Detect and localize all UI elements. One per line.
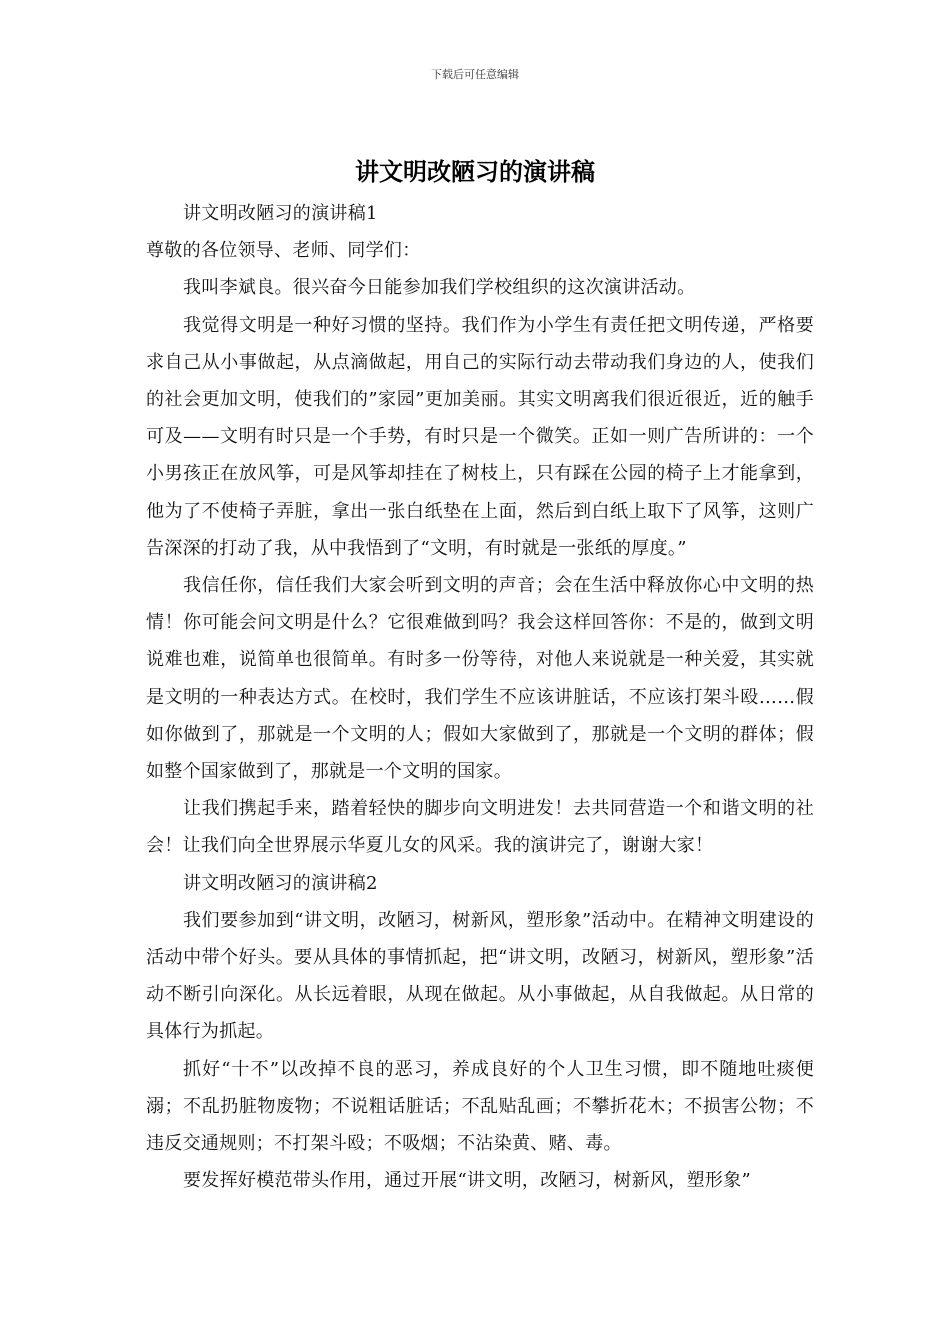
paragraph: 要发挥好模范带头作用，通过开展“讲文明，改陋习，树新风，塑形象”: [183, 1170, 752, 1192]
paragraph: 我叫李斌良。很兴奋今日能参加我们学校组织的这次演讲活动。: [183, 277, 696, 299]
document-title: 讲文明改陋习的演讲稿: [355, 157, 595, 186]
header-note: 下载后可任意编辑: [431, 68, 519, 81]
paragraph: 我觉得文明是一种好习惯的坚持。我们作为小学生有责任把文明传递，严格要求自己从小事做起，从点滴做起，用自己的实际行动去带动我们身边的人，使我们的社会更加文明，使我们的”家园”更加美丽。其实文明离我们很近很近，近的触手可及——文明有时只是一个手势，有时只是一个微笑。正如一则广告所讲的：一个小男孩正在放风筝，可是风筝却挂在了树枝上，只有踩在公园的椅子上才能拿到，他为了不使椅子弄脏，拿出一张白纸垫在上面，然后到白纸上取下了风筝，这则广告深深的打动了我，从中我悟到了“文明，有时就是一张纸的厚度。”: [146, 314, 814, 559]
paragraph: 抓好“十不”以改掉不良的恶习，养成良好的个人卫生习惯，即不随地吐痰便溺；不乱扔脏物废物；不说粗话脏话；不乱贴乱画；不攀折花木；不损害公物；不违反交通规则；不打架斗殴；不吸烟；不沾染黄、赌、毒。: [146, 1058, 814, 1155]
salutation: 尊敬的各位领导、老师、同学们：: [146, 240, 421, 262]
document-body: [146, 195, 814, 1199]
paragraph: 我信任你，信任我们大家会听到文明的声音；会在生活中释放你心中文明的热情！你可能会问文明是什么？它很难做到吗？我会这样回答你：不是的，做到文明说难也难，说简单也很简单。有时多一份等待，对他人来说就是一种关爱，其实就是文明的一种表达方式。在校时，我们学生不应该讲脏话，不应该打架斗殴……假如你做到了，那就是一个文明的人；假如大家做到了，那就是一个文明的群体；假如整个国家做到了，那就是一个文明的国家。: [146, 575, 814, 783]
paragraph: 我们要参加到“讲文明，改陋习，树新风，塑形象”活动中。在精神文明建设的活动中带个好头。要从具体的事情抓起，把“讲文明，改陋习，树新风，塑形象”活动不断引向深化。从长远着眼，从现在做起。从小事做起，从自我做起。从日常的具体行为抓起。: [146, 909, 814, 1043]
paragraph: 让我们携起手来，踏着轻快的脚步向文明进发！去共同营造一个和谐文明的社会！让我们向全世界展示华夏儿女的风采。我的演讲完了，谢谢大家！: [146, 798, 814, 857]
section-heading-2: 讲文明改陋习的演讲稿2: [183, 872, 378, 894]
section-heading-1: 讲文明改陋习的演讲稿1: [183, 203, 378, 224]
